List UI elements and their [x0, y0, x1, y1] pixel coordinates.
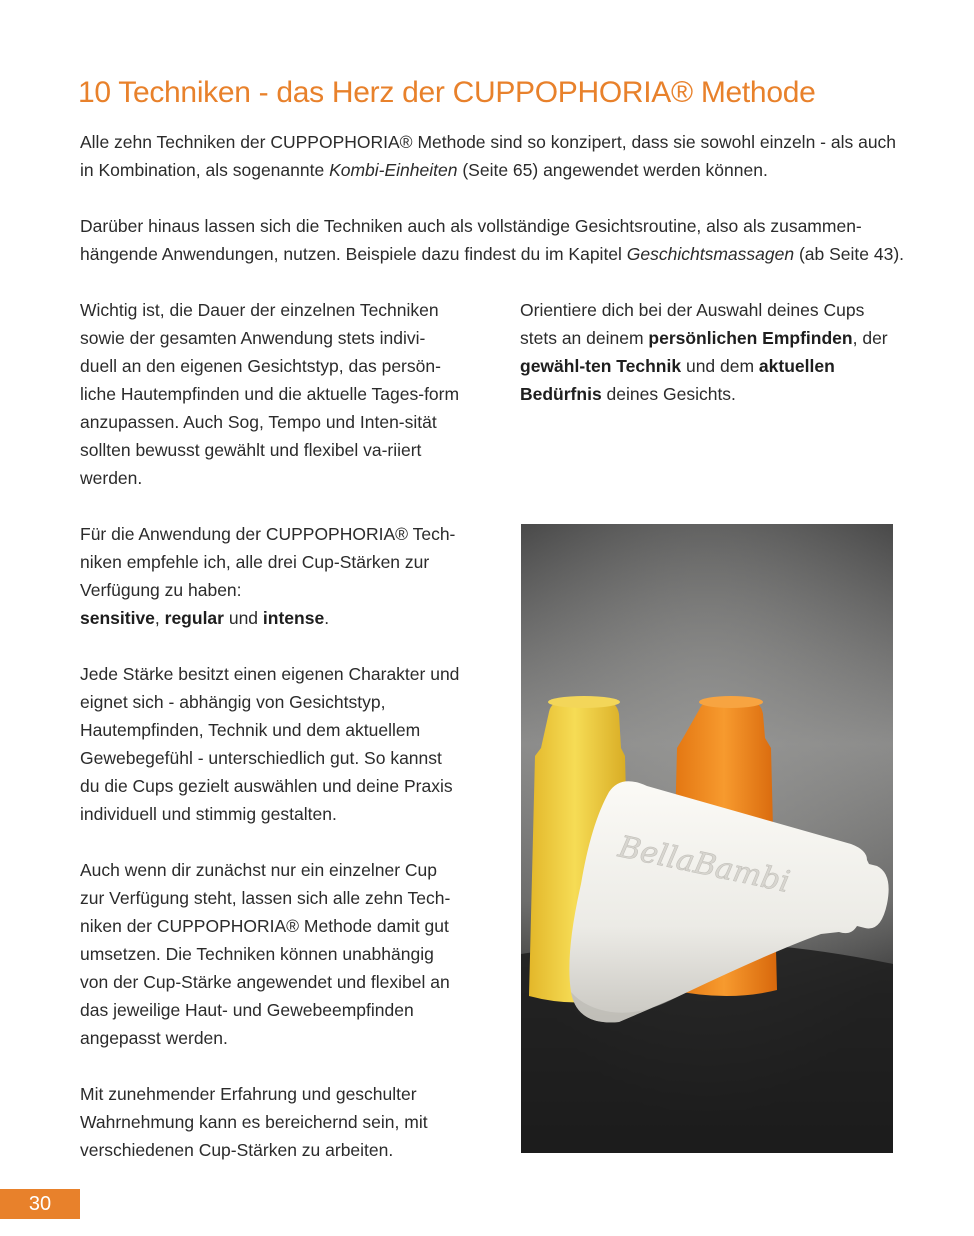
left-paragraph-1: Wichtig ist, die Dauer der einzelnen Techniken sowie der gesamten Anwendung stets indivi-duell an den eigenen Gesichtstyp, das persön-liche Hautempfinden und die aktuelle Tages-form anzupassen. Auch Sog, Tempo und Inten-sität sollten bewusst gewählt und flexibel va-riiert werden. [80, 300, 460, 488]
left-paragraph-5: Mit zunehmender Erfahrung und geschulter Wahrnehmung kann es bereichernd sein, mit verschiedenen Cup-Stärken zu arbeiten. [80, 1084, 428, 1160]
right-paragraph: Orientiere dich bei der Auswahl deines Cups stets an deinem persönlichen Empfinden, der gewähl-ten Technik und dem aktuellen Bedürfnis deines Gesichts. [520, 300, 888, 404]
cup-embossing: BellaBambi [615, 829, 793, 901]
page-title: 10 Techniken - das Herz der CUPPOPHORIA® Methode [78, 76, 816, 109]
intro-paragraph-2: Darüber hinaus lassen sich die Techniken auch als vollständige Gesichtsroutine, also als zusammen-hängende Anwendungen, nutzen. Beispiele dazu findest du im Kapitel Geschichtsmassagen (ab Seite 43). [80, 216, 905, 264]
left-paragraph-2: Für die Anwendung der CUPPOPHORIA® Tech-niken empfehle ich, alle drei Cup-Stärken zur Verfügung zu haben: sensitive, regular und intense. [80, 524, 456, 628]
left-paragraph-3: Jede Stärke besitzt einen eigenen Charakter und eignet sich - abhängig von Gesichtstyp, Hautempfinden, Technik und dem aktuellem Gewebegefühl - unterschiedlich gut. So kannst du die Cups gezielt auswählen und deine Praxis individuell und stimmig gestalten. [80, 664, 460, 824]
left-paragraph-4: Auch wenn dir zunächst nur ein einzelner Cup zur Verfügung steht, lassen sich alle zehn Tech-niken der CUPPOPHORIA® Methode damit gut umsetzen. Die Techniken können unabhängig von der Cup-Stärke angewendet und flexibel an das jeweilige Haut- und Gewebeempfinden angepasst werden. [80, 860, 451, 1048]
page-number: 30 [0, 1189, 80, 1219]
cups-photo [521, 524, 893, 1153]
intro-paragraph-1: Alle zehn Techniken der CUPPOPHORIA® Methode sind so konzipert, dass sie sowohl einzeln - als auch in Kombination, als sogenannte Kombi-Einheiten (Seite 65) angewendet werden können. [80, 132, 897, 180]
